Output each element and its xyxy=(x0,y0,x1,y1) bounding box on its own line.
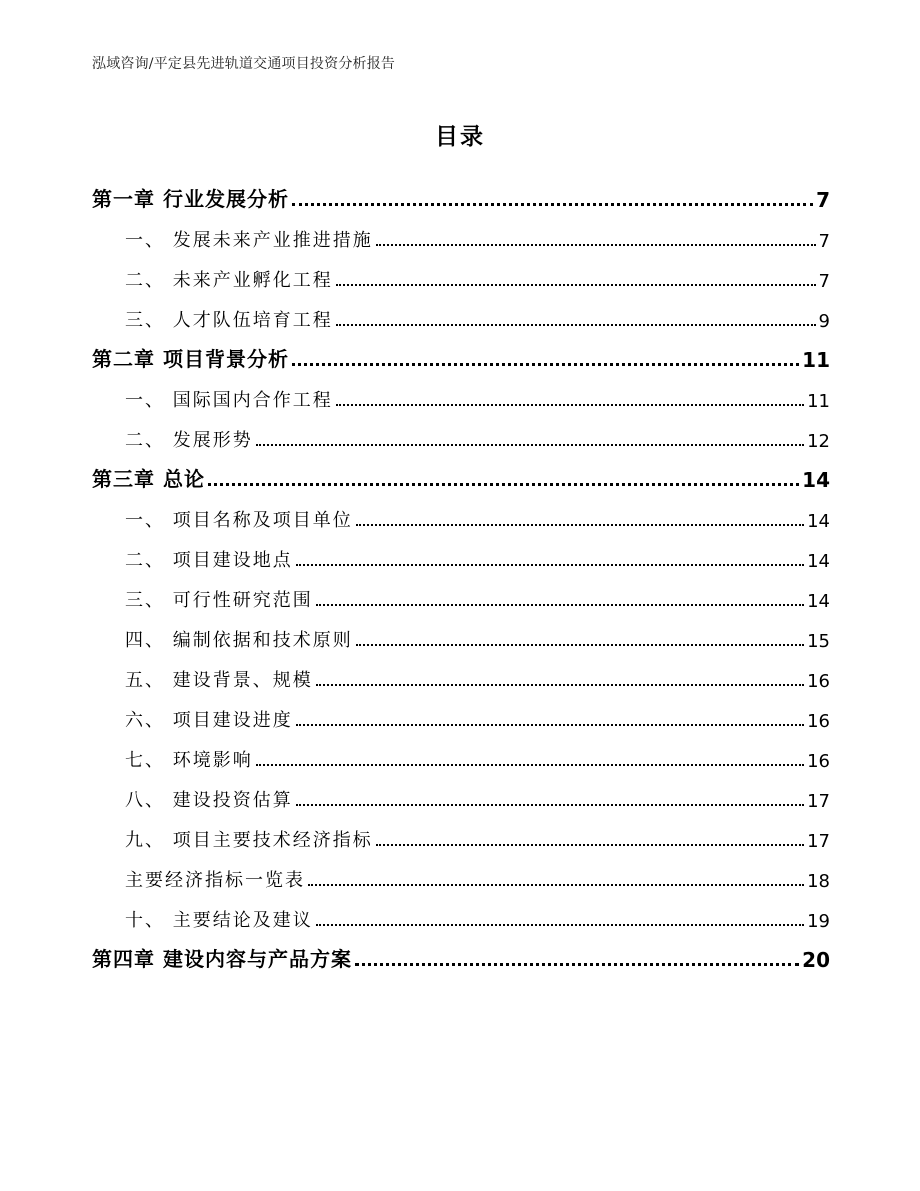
dot-leader xyxy=(336,324,816,326)
toc-entry-page-number: 14 xyxy=(807,591,830,612)
dot-leader xyxy=(355,963,799,966)
dot-leader xyxy=(256,444,804,446)
toc-entry-label: 三、 人才队伍培育工程 xyxy=(125,310,333,331)
toc-entry-label: 一、 发展未来产业推进措施 xyxy=(125,230,373,251)
dot-leader xyxy=(316,924,804,926)
toc-entry-label: 七、 环境影响 xyxy=(125,750,253,771)
toc-chapter-entry[interactable] xyxy=(92,346,830,372)
toc-entry-page-number: 14 xyxy=(807,551,830,572)
toc-section-entry[interactable] xyxy=(92,828,830,852)
toc-title: 目录 xyxy=(435,124,485,150)
toc-entry-page-number: 12 xyxy=(807,431,830,452)
toc-section-entry[interactable] xyxy=(92,308,830,332)
toc-entry-label: 第四章 建设内容与产品方案 xyxy=(92,947,352,971)
toc-entry-page-number: 7 xyxy=(818,271,830,292)
toc-section-entry[interactable] xyxy=(92,428,830,452)
toc-chapter-entry[interactable] xyxy=(92,946,830,972)
toc-section-entry[interactable] xyxy=(92,228,830,252)
dot-leader xyxy=(208,483,799,486)
dot-leader xyxy=(308,884,804,886)
toc-entry-page-number: 11 xyxy=(802,348,830,372)
toc-entry-label: 第一章 行业发展分析 xyxy=(92,187,289,211)
toc-entry-page-number: 11 xyxy=(807,391,830,412)
toc-entry-label: 主要经济指标一览表 xyxy=(125,870,305,891)
toc-section-entry[interactable] xyxy=(92,508,830,532)
toc-section-entry[interactable] xyxy=(92,708,830,732)
toc-entry-page-number: 15 xyxy=(807,631,830,652)
toc-entry-page-number: 16 xyxy=(807,751,830,772)
dot-leader xyxy=(292,363,799,366)
dot-leader xyxy=(292,203,813,206)
toc-entry-label: 二、 未来产业孵化工程 xyxy=(125,270,333,291)
toc-entry-page-number: 14 xyxy=(807,511,830,532)
toc-entry-label: 四、 编制依据和技术原则 xyxy=(125,630,353,651)
dot-leader xyxy=(376,244,816,246)
toc-entry-label: 十、 主要结论及建议 xyxy=(125,910,313,931)
toc-chapter-entry[interactable] xyxy=(92,186,830,212)
toc-entry-page-number: 16 xyxy=(807,711,830,732)
toc-entry-page-number: 7 xyxy=(818,231,830,252)
toc-entry-page-number: 19 xyxy=(807,911,830,932)
dot-leader xyxy=(296,724,804,726)
toc-entry-label: 一、 项目名称及项目单位 xyxy=(125,510,353,531)
toc-entry-page-number: 17 xyxy=(807,791,830,812)
toc-entry-label: 二、 发展形势 xyxy=(125,430,253,451)
toc-chapter-entry[interactable] xyxy=(92,466,830,492)
dot-leader xyxy=(296,564,804,566)
toc-section-entry[interactable] xyxy=(92,668,830,692)
toc-section-entry[interactable] xyxy=(92,388,830,412)
toc-entry-label: 二、 项目建设地点 xyxy=(125,550,293,571)
toc-entry-label: 一、 国际国内合作工程 xyxy=(125,390,333,411)
toc-entry-label: 第二章 项目背景分析 xyxy=(92,347,289,371)
dot-leader xyxy=(376,844,804,846)
toc-entry-page-number: 20 xyxy=(802,948,830,972)
dot-leader xyxy=(336,284,816,286)
toc-section-entry[interactable] xyxy=(92,588,830,612)
toc-entry-label: 六、 项目建设进度 xyxy=(125,710,293,731)
toc-entry-page-number: 16 xyxy=(807,671,830,692)
toc-section-entry[interactable] xyxy=(92,788,830,812)
toc-entry-page-number: 18 xyxy=(807,871,830,892)
toc-section-entry[interactable] xyxy=(92,628,830,652)
toc-section-entry[interactable] xyxy=(92,908,830,932)
toc-entry-page-number: 14 xyxy=(802,468,830,492)
dot-leader xyxy=(356,524,804,526)
dot-leader xyxy=(296,804,804,806)
dot-leader xyxy=(336,404,804,406)
dot-leader xyxy=(256,764,804,766)
toc-section-entry[interactable] xyxy=(92,748,830,772)
toc-entry-label: 第三章 总论 xyxy=(92,467,205,491)
dot-leader xyxy=(316,604,804,606)
toc-entry-page-number: 17 xyxy=(807,831,830,852)
toc-section-entry[interactable] xyxy=(92,868,830,892)
toc-entry-label: 八、 建设投资估算 xyxy=(125,790,293,811)
dot-leader xyxy=(316,684,804,686)
dot-leader xyxy=(356,644,804,646)
toc-entry-page-number: 7 xyxy=(816,188,830,212)
toc-section-entry[interactable] xyxy=(92,548,830,572)
page-header: 泓域咨询/平定县先进轨道交通项目投资分析报告 xyxy=(92,56,396,72)
toc-entry-label: 三、 可行性研究范围 xyxy=(125,590,313,611)
toc-entry-label: 五、 建设背景、规模 xyxy=(125,670,313,691)
table-of-contents xyxy=(92,172,830,972)
toc-entry-page-number: 9 xyxy=(818,311,830,332)
toc-entry-label: 九、 项目主要技术经济指标 xyxy=(125,830,373,851)
toc-section-entry[interactable] xyxy=(92,268,830,292)
